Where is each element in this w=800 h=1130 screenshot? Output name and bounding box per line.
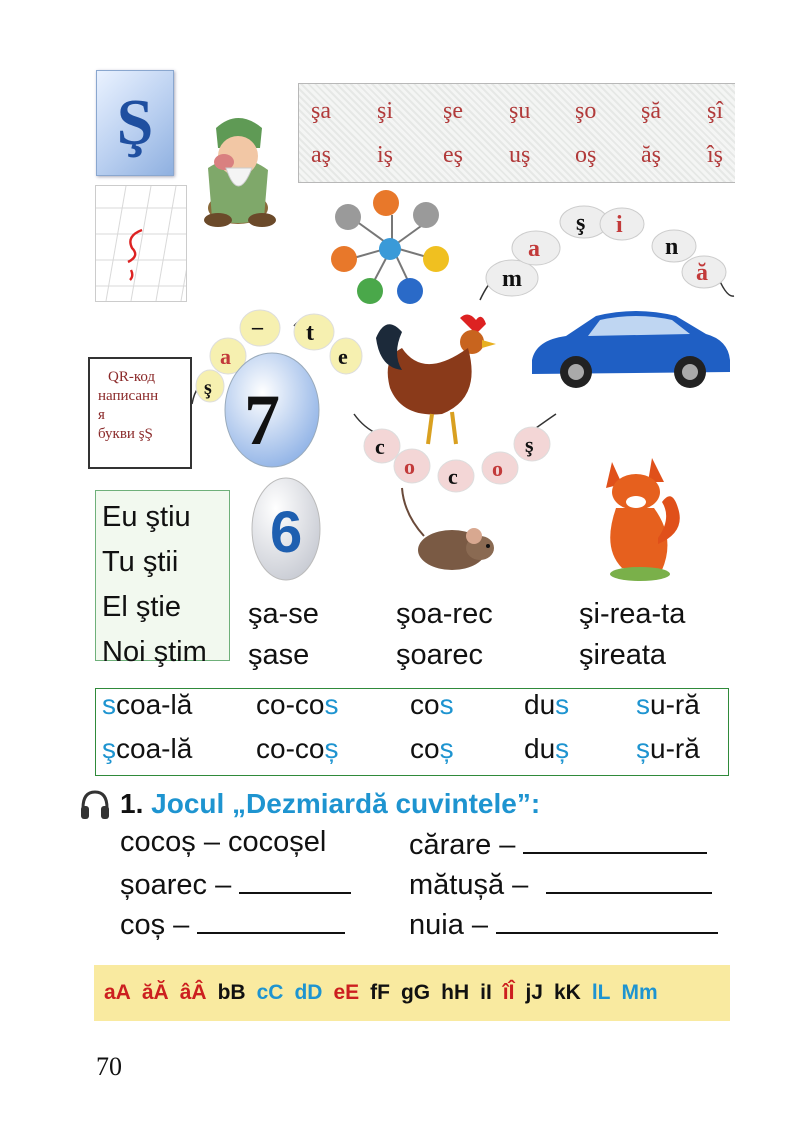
comparison-cell: şcoa-lă [102, 733, 193, 764]
bead-letter: i [616, 212, 623, 238]
alphabet-letter: iI [480, 981, 492, 1004]
comparison-cell: șu-ră [636, 733, 700, 764]
exercise-line: șoarec – [120, 866, 351, 902]
syllable-word: şoarec [396, 639, 484, 671]
alphabet-strip [94, 965, 730, 1021]
syllable-word: şireata [579, 639, 667, 671]
comparison-cell: co-coș [256, 733, 339, 764]
alphabet-letter: ăĂ [141, 981, 169, 1004]
alphabet-letter: dD [294, 981, 323, 1004]
beads-masina [476, 186, 736, 306]
exercise-number: 1. [120, 788, 144, 819]
alphabet-letter: Mm [621, 981, 658, 1004]
number-six: 6 [270, 500, 303, 565]
syllable: ăş [641, 142, 661, 168]
comparison-cell: scoa-lă [102, 689, 193, 720]
comparison-cell: coș [410, 733, 454, 764]
syllable: şă [641, 98, 661, 124]
comparison-cell: dus [524, 689, 570, 720]
exercise-line: nuia – [409, 906, 718, 942]
dwarf-illustration [178, 108, 298, 230]
syllable: eş [443, 142, 463, 168]
bead-letter: o [492, 456, 503, 481]
fox-illustration [592, 448, 688, 584]
alphabet-letter: âÂ [179, 981, 207, 1004]
bead-letter: – [252, 314, 263, 339]
alphabet-letter: fF [370, 981, 390, 1004]
answer-blank[interactable] [546, 866, 712, 894]
exercise-title [120, 788, 540, 820]
syllable-strip [298, 83, 735, 183]
syllable-split: şa-se [248, 598, 319, 630]
conjugation-line: Eu ştiu [102, 501, 191, 533]
comparison-table [95, 688, 729, 776]
headphones-icon[interactable] [78, 788, 112, 822]
conjugation-box [95, 490, 230, 668]
car-illustration [526, 300, 732, 392]
syllable: uş [509, 142, 531, 168]
circles-diagram [328, 185, 456, 307]
exercise-line: cărare – [409, 826, 707, 862]
alphabet-letter: bB [217, 981, 246, 1004]
conjugation-line: Noi ştim [102, 636, 207, 668]
bead-letter: e [338, 344, 348, 369]
syllable: aş [311, 142, 331, 168]
syllable-word: şase [248, 639, 310, 671]
exercise-line: cocoș – cocoșel [120, 826, 327, 858]
alphabet-letter: gG [400, 981, 431, 1004]
bead-letter: a [528, 236, 540, 262]
page-number: 70 [96, 1052, 122, 1081]
beads-cocos [350, 412, 560, 494]
answer-blank[interactable] [197, 906, 345, 934]
comparison-cell: cos [410, 689, 454, 720]
answer-blank[interactable] [239, 866, 351, 894]
syllable: şu [509, 98, 531, 124]
bead-letter: c [375, 434, 385, 459]
syllable: iş [377, 142, 394, 168]
syllable: şa [311, 98, 331, 124]
bead-letter: ş [525, 432, 534, 457]
answer-blank[interactable] [496, 906, 718, 934]
letter-title: Ş [116, 86, 154, 159]
bead-letter: a [220, 344, 231, 369]
alphabet-letter: îÎ [502, 981, 515, 1004]
syllable: şo [575, 98, 597, 124]
bead-letter: c [448, 464, 458, 489]
conjugation-line: Tu ştii [102, 546, 179, 578]
qr-text-line: написанн [98, 388, 159, 404]
alphabet-letter: hH [441, 981, 470, 1004]
syllable-split: şi-rea-ta [579, 598, 686, 630]
number-six-balloon [250, 476, 322, 582]
alphabet-letter: jJ [525, 981, 543, 1004]
alphabet-letter: kK [553, 981, 581, 1004]
mouse-illustration [394, 484, 500, 582]
number-seven-balloon [222, 350, 322, 470]
qr-text-line: букви şŞ [98, 426, 153, 442]
alphabet-letter: aA [104, 981, 131, 1004]
syllable: şe [443, 98, 463, 124]
alphabet-letter: eE [333, 981, 360, 1004]
syllable: şî [707, 98, 724, 124]
syllable: oş [575, 142, 597, 168]
bead-letter: ă [696, 260, 708, 286]
bead-letter: m [502, 266, 522, 292]
conjugation-line: El ştie [102, 591, 181, 623]
number-seven: 7 [244, 380, 280, 460]
comparison-cell: su-ră [636, 689, 700, 720]
exercise-line: mătușă – [409, 866, 712, 902]
syllable-split: şoa-rec [396, 598, 493, 630]
alphabet-letter: cC [256, 981, 284, 1004]
letter-tile [96, 70, 174, 176]
syllable: îş [707, 142, 724, 168]
comparison-cell: duș [524, 733, 570, 764]
alphabet-letter: lL [591, 981, 611, 1004]
syllable: şi [377, 98, 394, 124]
qr-code-box[interactable] [88, 357, 192, 469]
handwriting-grid [95, 185, 187, 302]
qr-text-line: я [98, 407, 105, 423]
bead-letter: o [404, 454, 415, 479]
bead-letter: t [306, 320, 314, 346]
qr-text-line: QR-код [108, 369, 156, 385]
bead-letter: ş [576, 210, 586, 236]
answer-blank[interactable] [523, 826, 707, 854]
comparison-cell: co-cos [256, 689, 339, 720]
bead-letter: n [665, 234, 679, 260]
exercise-line: coș – [120, 906, 345, 942]
exercise-heading: Jocul „Dezmiardă cuvintele”: [151, 788, 541, 819]
bead-letter: ş [204, 377, 212, 399]
